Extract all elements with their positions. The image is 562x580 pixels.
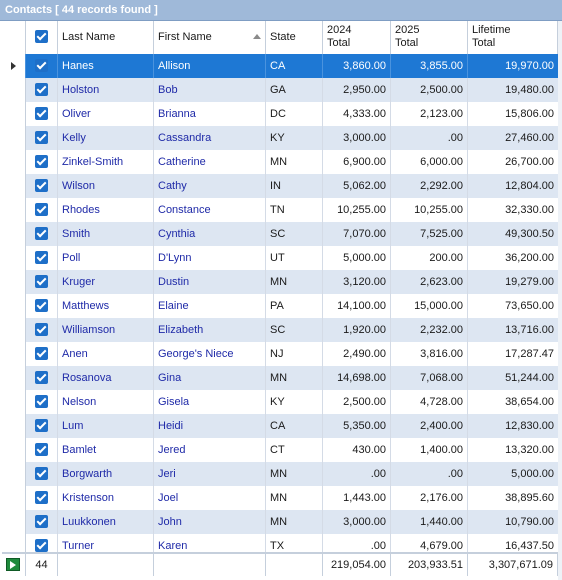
cell-first-name[interactable]: Heidi <box>154 414 266 438</box>
row-checkbox[interactable] <box>26 342 58 366</box>
cell-state[interactable]: SC <box>266 222 323 246</box>
cell-2024-total[interactable]: .00 <box>323 534 391 558</box>
checkbox-checked-icon <box>35 491 48 504</box>
column-header-2024-line1: 2024 <box>327 24 352 36</box>
select-all-checkbox[interactable] <box>26 21 58 54</box>
cell-2025-total[interactable]: 3,816.00 <box>391 342 468 366</box>
cell-2025-total[interactable]: 10,255.00 <box>391 198 468 222</box>
cell-2025-total[interactable]: .00 <box>391 462 468 486</box>
cell-2025-total[interactable]: 2,232.00 <box>391 318 468 342</box>
row-indicator[interactable] <box>2 318 26 342</box>
cell-lifetime-total[interactable]: 15,806.00 <box>505 108 554 120</box>
cell-lifetime-total[interactable]: 12,804.00 <box>505 180 554 192</box>
cell-lifetime-total[interactable]: 32,330.00 <box>505 204 554 216</box>
row-checkbox[interactable] <box>26 366 58 390</box>
checkbox-checked-icon <box>35 251 48 264</box>
cell-lifetime-total[interactable]: 19,970.00 <box>505 60 554 72</box>
cell-first-name[interactable]: Catherine <box>154 150 266 174</box>
cell-last-name[interactable]: Wilson <box>58 174 154 198</box>
row-checkbox[interactable] <box>26 294 58 318</box>
checkbox-checked-icon <box>35 347 48 360</box>
cell-last-name[interactable]: Kruger <box>58 270 154 294</box>
cell-last-name[interactable]: Hanes <box>58 54 154 78</box>
table-row[interactable] <box>2 150 558 174</box>
row-checkbox[interactable] <box>26 126 58 150</box>
row-pointer-icon <box>11 62 16 70</box>
cell-state[interactable]: UT <box>266 246 323 270</box>
record-count: 44 <box>26 554 58 576</box>
export-button[interactable] <box>2 554 26 576</box>
cell-first-name[interactable]: Bob <box>154 78 266 102</box>
cell-2024-total[interactable]: 5,000.00 <box>323 246 391 270</box>
cell-2025-total[interactable]: 2,623.00 <box>391 270 468 294</box>
column-header-first-name[interactable] <box>154 21 266 54</box>
cell-2025-total[interactable]: .00 <box>391 126 468 150</box>
cell-last-name[interactable]: Borgwarth <box>58 462 154 486</box>
cell-2024-total[interactable]: 1,920.00 <box>323 318 391 342</box>
cell-lifetime-total[interactable]: 13,716.00 <box>505 324 554 336</box>
grid-body <box>2 54 558 569</box>
row-indicator[interactable] <box>2 342 26 366</box>
cell-lifetime-total[interactable]: 19,480.00 <box>505 84 554 96</box>
cell-last-name[interactable]: Kelly <box>58 126 154 150</box>
row-checkbox[interactable] <box>26 150 58 174</box>
row-checkbox[interactable] <box>26 246 58 270</box>
cell-state[interactable]: KY <box>266 390 323 414</box>
checkbox-checked-icon <box>35 539 48 552</box>
row-indicator[interactable] <box>2 462 26 486</box>
cell-first-name[interactable]: Gina <box>154 366 266 390</box>
row-indicator[interactable] <box>2 126 26 150</box>
row-checkbox[interactable] <box>26 414 58 438</box>
row-indicator[interactable] <box>2 414 26 438</box>
cell-2025-total[interactable]: 4,728.00 <box>391 390 468 414</box>
row-indicator[interactable] <box>2 150 26 174</box>
cell-2024-total[interactable]: 14,100.00 <box>323 294 391 318</box>
checkbox-checked-icon <box>35 203 48 216</box>
table-row[interactable] <box>2 222 558 246</box>
row-checkbox[interactable] <box>26 510 58 534</box>
row-checkbox[interactable] <box>26 174 58 198</box>
table-row[interactable] <box>2 462 558 486</box>
checkbox-checked-icon <box>35 107 48 120</box>
cell-lifetime-total[interactable]: 38,895.60 <box>505 492 554 504</box>
table-row[interactable] <box>2 438 558 462</box>
sort-ascending-icon <box>253 34 261 39</box>
cell-2024-total[interactable]: 2,490.00 <box>323 342 391 366</box>
cell-state[interactable]: MN <box>266 366 323 390</box>
cell-first-name[interactable]: Gisela <box>154 390 266 414</box>
checkbox-checked-icon <box>35 155 48 168</box>
cell-2024-total[interactable]: 2,500.00 <box>323 390 391 414</box>
cell-first-name[interactable]: Joel <box>154 486 266 510</box>
column-header-2024-total[interactable] <box>323 21 391 54</box>
column-header-last-name[interactable]: Last Name <box>58 21 154 54</box>
cell-first-name[interactable]: Cynthia <box>154 222 266 246</box>
cell-state[interactable]: IN <box>266 174 323 198</box>
row-indicator[interactable] <box>2 510 26 534</box>
table-row[interactable] <box>2 486 558 510</box>
cell-state[interactable]: KY <box>266 126 323 150</box>
row-indicator-header <box>2 21 26 54</box>
cell-lifetime-total[interactable]: 51,244.00 <box>505 372 554 384</box>
cell-first-name[interactable]: John <box>154 510 266 534</box>
column-header-2025-line1: 2025 <box>395 24 420 36</box>
row-checkbox[interactable] <box>26 318 58 342</box>
cell-2024-total[interactable]: 3,120.00 <box>323 270 391 294</box>
table-row[interactable] <box>2 270 558 294</box>
cell-first-name[interactable]: Dustin <box>154 270 266 294</box>
row-indicator[interactable] <box>2 198 26 222</box>
table-row[interactable] <box>2 246 558 270</box>
row-checkbox[interactable] <box>26 270 58 294</box>
row-indicator[interactable] <box>2 390 26 414</box>
cell-2024-total[interactable]: 4,333.00 <box>323 102 391 126</box>
table-row[interactable] <box>2 318 558 342</box>
cell-first-name[interactable]: Karen <box>154 534 266 558</box>
row-checkbox[interactable] <box>26 54 58 78</box>
cell-last-name[interactable]: Anen <box>58 342 154 366</box>
cell-2025-total[interactable]: 15,000.00 <box>391 294 468 318</box>
table-row[interactable] <box>2 78 558 102</box>
checkbox-checked-icon <box>35 131 48 144</box>
checkbox-checked-icon <box>35 227 48 240</box>
table-row[interactable] <box>2 390 558 414</box>
column-header-2025-total[interactable] <box>391 21 468 54</box>
footer-sum-2025: 203,933.51 <box>391 554 468 576</box>
cell-state[interactable]: CA <box>266 414 323 438</box>
row-checkbox[interactable] <box>26 78 58 102</box>
cell-last-name[interactable]: Turner <box>58 534 154 558</box>
cell-2025-total[interactable]: 2,292.00 <box>391 174 468 198</box>
cell-last-name[interactable]: Holston <box>58 78 154 102</box>
table-row[interactable] <box>2 366 558 390</box>
cell-first-name[interactable]: Allison <box>154 54 266 78</box>
row-checkbox[interactable] <box>26 462 58 486</box>
cell-2024-total[interactable]: 3,000.00 <box>323 126 391 150</box>
checkbox-checked-icon <box>35 59 48 72</box>
cell-last-name[interactable]: Rhodes <box>58 198 154 222</box>
cell-2024-total[interactable]: 2,950.00 <box>323 78 391 102</box>
footer-empty-last-name <box>58 554 154 576</box>
cell-state[interactable]: TN <box>266 198 323 222</box>
table-row[interactable] <box>2 102 558 126</box>
row-indicator[interactable] <box>2 294 26 318</box>
cell-state[interactable]: GA <box>266 78 323 102</box>
cell-first-name[interactable]: Jered <box>154 438 266 462</box>
table-row[interactable] <box>2 342 558 366</box>
excel-export-icon <box>6 558 20 571</box>
checkbox-checked-icon <box>35 515 48 528</box>
cell-last-name[interactable]: Nelson <box>58 390 154 414</box>
cell-2024-total[interactable]: 3,860.00 <box>323 54 391 78</box>
cell-state[interactable]: CT <box>266 438 323 462</box>
cell-first-name[interactable]: D'Lynn <box>154 246 266 270</box>
cell-state[interactable]: CA <box>266 54 323 78</box>
row-checkbox[interactable] <box>26 390 58 414</box>
cell-state[interactable]: MN <box>266 486 323 510</box>
row-indicator[interactable] <box>2 438 26 462</box>
cell-lifetime-total[interactable]: 36,200.00 <box>505 252 554 264</box>
cell-lifetime-total[interactable]: 13,320.00 <box>505 444 554 456</box>
row-indicator[interactable] <box>2 270 26 294</box>
cell-lifetime-total[interactable]: 5,000.00 <box>511 468 554 480</box>
checkbox-checked-icon <box>35 419 48 432</box>
cell-2025-total[interactable]: 200.00 <box>391 246 468 270</box>
cell-state[interactable]: MN <box>266 270 323 294</box>
cell-2025-total[interactable]: 2,500.00 <box>391 78 468 102</box>
cell-2025-total[interactable]: 2,400.00 <box>391 414 468 438</box>
cell-2024-total[interactable]: .00 <box>323 462 391 486</box>
cell-2025-total[interactable]: 1,400.00 <box>391 438 468 462</box>
cell-2025-total[interactable]: 1,440.00 <box>391 510 468 534</box>
contacts-grid <box>2 21 558 552</box>
cell-last-name[interactable]: Kristenson <box>58 486 154 510</box>
cell-state[interactable]: MN <box>266 150 323 174</box>
checkbox-checked-icon <box>35 371 48 384</box>
column-header-lifetime-total[interactable] <box>468 21 558 54</box>
cell-2024-total[interactable]: 5,350.00 <box>323 414 391 438</box>
table-row[interactable] <box>2 414 558 438</box>
grid-title: Contacts [ 44 records found ] <box>0 0 562 21</box>
cell-2025-total[interactable]: 7,525.00 <box>391 222 468 246</box>
row-indicator[interactable] <box>2 174 26 198</box>
footer-empty-first-name <box>154 554 266 576</box>
cell-first-name[interactable]: George's Niece <box>154 342 266 366</box>
cell-2024-total[interactable]: 5,062.00 <box>323 174 391 198</box>
cell-last-name[interactable]: Bamlet <box>58 438 154 462</box>
row-indicator[interactable] <box>2 222 26 246</box>
cell-2024-total[interactable]: 6,900.00 <box>323 150 391 174</box>
checkbox-checked-icon <box>35 443 48 456</box>
cell-2025-total[interactable]: 3,855.00 <box>391 54 468 78</box>
checkbox-checked-icon <box>35 30 48 43</box>
row-indicator[interactable] <box>2 246 26 270</box>
cell-state[interactable]: SC <box>266 318 323 342</box>
row-checkbox[interactable] <box>26 198 58 222</box>
cell-last-name[interactable]: Rosanova <box>58 366 154 390</box>
row-indicator[interactable] <box>2 366 26 390</box>
row-checkbox[interactable] <box>26 102 58 126</box>
vertical-scrollbar[interactable] <box>558 21 562 580</box>
table-row[interactable] <box>2 510 558 534</box>
cell-lifetime-total[interactable]: 49,300.50 <box>505 228 554 240</box>
cell-lifetime-total[interactable]: 10,790.00 <box>505 516 554 528</box>
cell-2024-total[interactable]: 1,443.00 <box>323 486 391 510</box>
column-header-lifetime-line2: Total <box>472 37 496 49</box>
summary-footer-row <box>2 552 558 578</box>
column-header-2025-line2: Total <box>395 37 419 49</box>
column-header-state[interactable]: State <box>266 21 323 54</box>
cell-2024-total[interactable]: 430.00 <box>323 438 391 462</box>
cell-first-name[interactable]: Elaine <box>154 294 266 318</box>
cell-first-name[interactable]: Constance <box>154 198 266 222</box>
row-indicator[interactable] <box>2 102 26 126</box>
row-indicator[interactable] <box>2 486 26 510</box>
table-row[interactable] <box>2 126 558 150</box>
cell-lifetime-total[interactable]: 12,830.00 <box>505 420 554 432</box>
cell-2024-total[interactable]: 14,698.00 <box>323 366 391 390</box>
row-indicator[interactable] <box>2 78 26 102</box>
cell-2024-total[interactable]: 3,000.00 <box>323 510 391 534</box>
checkbox-checked-icon <box>35 395 48 408</box>
cell-state[interactable]: NJ <box>266 342 323 366</box>
cell-state[interactable]: PA <box>266 294 323 318</box>
row-checkbox[interactable] <box>26 438 58 462</box>
cell-first-name[interactable]: Jeri <box>154 462 266 486</box>
cell-last-name[interactable]: Poll <box>58 246 154 270</box>
cell-state[interactable]: MN <box>266 510 323 534</box>
checkbox-checked-icon <box>35 179 48 192</box>
cell-lifetime-total[interactable]: 27,460.00 <box>505 132 554 144</box>
cell-first-name[interactable]: Cathy <box>154 174 266 198</box>
table-row[interactable] <box>2 54 558 78</box>
cell-lifetime-total[interactable]: 38,654.00 <box>505 396 554 408</box>
cell-2025-total[interactable]: 4,679.00 <box>391 534 468 558</box>
cell-last-name[interactable]: Lum <box>58 414 154 438</box>
row-checkbox[interactable] <box>26 486 58 510</box>
cell-state[interactable]: DC <box>266 102 323 126</box>
cell-last-name[interactable]: Luukkonen <box>58 510 154 534</box>
column-header-row <box>2 21 558 55</box>
checkbox-checked-icon <box>35 83 48 96</box>
cell-lifetime-total[interactable]: 19,279.00 <box>505 276 554 288</box>
column-header-lifetime-line1: Lifetime <box>472 24 511 36</box>
cell-last-name[interactable]: Williamson <box>58 318 154 342</box>
cell-lifetime-total[interactable]: 17,287.47 <box>505 348 554 360</box>
cell-2025-total[interactable]: 2,176.00 <box>391 486 468 510</box>
cell-2025-total[interactable]: 6,000.00 <box>391 150 468 174</box>
footer-empty-state <box>266 554 323 576</box>
cell-2025-total[interactable]: 2,123.00 <box>391 102 468 126</box>
cell-lifetime-total[interactable]: 73,650.00 <box>505 300 554 312</box>
cell-last-name[interactable]: Oliver <box>58 102 154 126</box>
column-header-2024-line2: Total <box>327 37 351 49</box>
cell-last-name[interactable]: Smith <box>58 222 154 246</box>
cell-first-name[interactable]: Brianna <box>154 102 266 126</box>
cell-first-name[interactable]: Elizabeth <box>154 318 266 342</box>
checkbox-checked-icon <box>35 467 48 480</box>
cell-lifetime-total[interactable]: 16,437.50 <box>505 540 554 552</box>
cell-2024-total[interactable]: 7,070.00 <box>323 222 391 246</box>
cell-last-name[interactable]: Matthews <box>58 294 154 318</box>
cell-first-name[interactable]: Cassandra <box>154 126 266 150</box>
footer-sum-2024: 219,054.00 <box>323 554 391 576</box>
table-row[interactable] <box>2 294 558 318</box>
checkbox-checked-icon <box>35 323 48 336</box>
table-row[interactable] <box>2 174 558 198</box>
cell-2025-total[interactable]: 7,068.00 <box>391 366 468 390</box>
cell-state[interactable]: TX <box>266 534 323 558</box>
cell-2024-total[interactable]: 10,255.00 <box>323 198 391 222</box>
row-checkbox[interactable] <box>26 222 58 246</box>
column-header-first-name-label: First Name <box>158 31 212 43</box>
footer-sum-lifetime: 3,307,671.09 <box>468 554 558 576</box>
cell-last-name[interactable]: Zinkel-Smith <box>58 150 154 174</box>
cell-lifetime-total[interactable]: 26,700.00 <box>505 156 554 168</box>
checkbox-checked-icon <box>35 275 48 288</box>
cell-state[interactable]: MN <box>266 462 323 486</box>
checkbox-checked-icon <box>35 299 48 312</box>
row-indicator[interactable] <box>2 54 26 78</box>
table-row[interactable] <box>2 198 558 222</box>
